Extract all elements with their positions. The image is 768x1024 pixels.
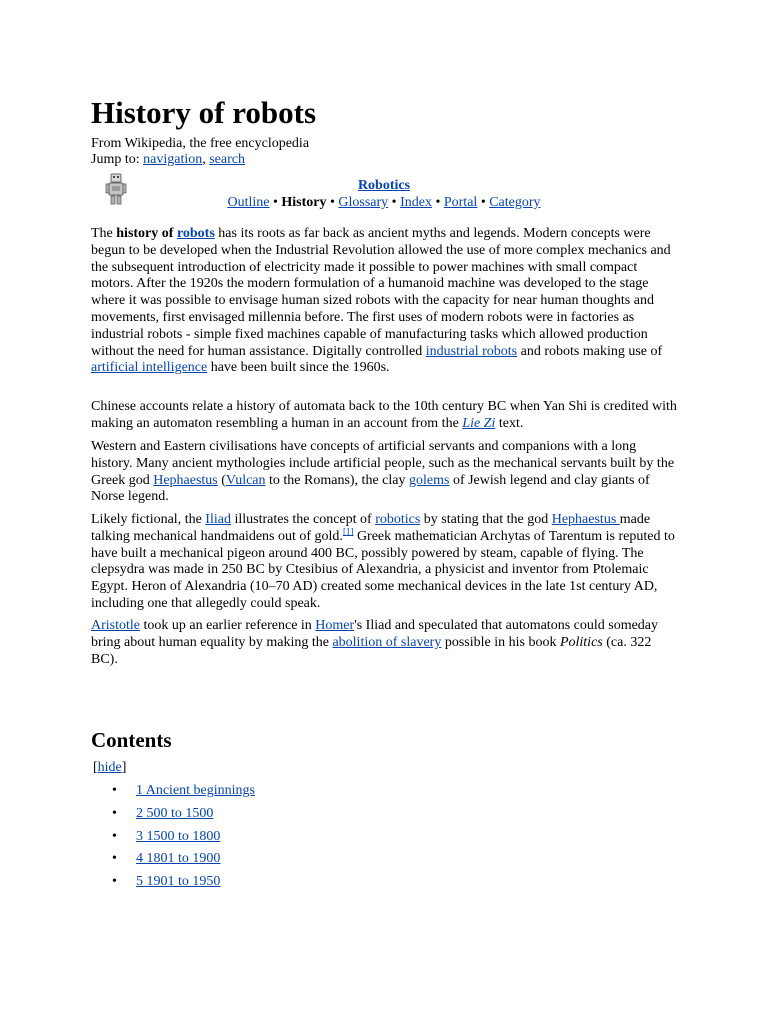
bold-text: history of <box>116 226 177 241</box>
text: (ca. 322 BC). <box>91 634 652 667</box>
bullet: • <box>112 851 117 867</box>
text: Likely fictional, the <box>91 512 206 527</box>
text: made talking mechanical handmaidens out of gold. <box>91 512 651 544</box>
italic-text: Politics <box>559 634 603 650</box>
navbox-outline-link[interactable]: Outline <box>227 195 270 210</box>
navbox-links <box>0 194 768 211</box>
text: have been built since the 1960s. <box>207 360 390 376</box>
paragraph-chinese <box>91 399 681 433</box>
bullet: • <box>112 783 117 798</box>
toc-item <box>112 871 255 894</box>
navbox-sep: • <box>326 195 339 210</box>
toc-link-ancient-beginnings[interactable]: 1 Ancient beginnings <box>136 783 255 798</box>
navbox-category-link[interactable]: Category <box>489 195 541 210</box>
bullet: • <box>112 874 117 890</box>
navbox-index-link[interactable]: Index <box>400 195 432 210</box>
paragraph-western <box>91 439 681 506</box>
text: has its roots as far back as ancient myths and legends. Modern concepts were begun to be developed when the Industrial Revolution allowed the use of more complex mechanics and the subsequent introduction of electricity made it possible to power machines with small compact motors. After the 1920s the modern formulation of a humanoid machine was developed to the stage where it was possible to envisage human sized robots with the capacity for near human thoughts and movements, first envisaged millennia before. The first uses of modern robots were in factories as industrial robots - simple fixed machines capable of manufacturing tasks which allowed production without the need for human assistance. Digitally controlled <box>91 226 671 359</box>
text: Western and Eastern civilisations have concepts of artificial servants and companions with a long history. Many ancient mythologies include artificial people, such as the mechanical servants built by the Greek god <box>91 439 675 488</box>
text: The <box>91 226 117 241</box>
text: Greek mathematician Archytas of Tarentum is reputed to have built a mechanical pigeon around 400 BC, possibly powered by steam, capable of flying. The clepsydra was made in 250 BC by Ctesibius of Alexandria, a physicist and inventor from Ptolemaic Egypt. Heron of Alexandria (10–70 AD) created some mechanical devices in the late 1st century AD, including one that allegedly could speak. <box>91 528 675 611</box>
toc-item <box>112 826 255 849</box>
toc-toggle <box>93 759 126 776</box>
homer-link[interactable]: Homer <box>315 618 355 633</box>
text: took up an earlier reference in <box>140 618 316 633</box>
iliad-link[interactable]: Iliad <box>205 512 231 527</box>
abolition-of-slavery-link[interactable]: abolition of slavery <box>332 634 442 650</box>
page-title: History of robots <box>91 95 317 130</box>
bracket: ] <box>121 760 127 775</box>
contents-heading: Contents <box>91 728 172 752</box>
artificial-intelligence-link[interactable]: artificial intelligence <box>91 360 208 376</box>
bracket: [ <box>93 760 98 775</box>
hephaestus-link[interactable]: Hephaestus <box>153 472 218 488</box>
robotics-link[interactable]: robotics <box>375 512 421 527</box>
navbox-glossary-link[interactable]: Glossary <box>338 195 389 210</box>
navbox-title <box>0 177 768 194</box>
navbox-history-current: History <box>281 195 327 210</box>
lie-zi-link[interactable]: Lie Zi <box>462 415 496 431</box>
industrial-robots-link[interactable]: industrial robots <box>425 343 518 359</box>
text: ( <box>217 472 226 488</box>
hephaestus-link-2[interactable]: Hephaestus <box>551 512 620 527</box>
bullet: • <box>112 828 117 844</box>
jump-navigation-link[interactable]: navigation <box>143 152 203 167</box>
text: illustrates the concept of <box>230 512 376 527</box>
toc-link-500-to-1500[interactable]: 2 500 to 1500 <box>136 805 214 821</box>
navbox-sep: • <box>269 195 282 210</box>
text: text. <box>495 415 524 431</box>
paragraph-iliad <box>91 512 681 613</box>
golems-link[interactable]: golems <box>408 472 450 488</box>
text: of Jewish legend and clay giants of Norse legend. <box>91 472 650 505</box>
jump-links <box>91 152 245 168</box>
paragraph-intro <box>91 226 681 377</box>
navbox-sep: • <box>431 195 444 210</box>
text: possible in his book <box>441 634 560 650</box>
toc-item <box>112 780 255 803</box>
toc-hide-link[interactable]: hide <box>97 760 122 775</box>
toc-link-1801-to-1900[interactable]: 4 1801 to 1900 <box>136 851 221 867</box>
toc-link-1901-to-1950[interactable]: 5 1901 to 1950 <box>136 874 221 890</box>
navbox-portal-link[interactable]: Portal <box>443 195 478 210</box>
jump-sep: , <box>202 152 210 167</box>
tagline: From Wikipedia, the free encyclopedia <box>91 136 310 151</box>
text: by stating that the god <box>420 512 552 527</box>
robots-link[interactable]: robots <box>176 226 215 241</box>
text: Chinese accounts relate a history of automata back to the 10th century BC when Yan Shi is credited with making an automaton resembling a human in an account from the <box>91 399 677 431</box>
navbox-sep: • <box>388 195 401 210</box>
table-of-contents <box>112 780 255 894</box>
paragraph-aristotle <box>91 618 681 668</box>
text: to the Romans), the clay <box>265 472 409 488</box>
toc-item <box>112 848 255 871</box>
navbox-sep: • <box>477 195 490 210</box>
reference-1-link[interactable]: [1] <box>342 526 354 537</box>
text: 's Iliad and speculated that automatons could someday bring about human equality by making the <box>91 618 659 650</box>
bullet: • <box>112 805 117 821</box>
text: and robots making use of <box>517 343 663 359</box>
jump-search-link[interactable]: search <box>209 152 245 167</box>
jump-prefix: Jump to: <box>91 152 144 167</box>
toc-link-1500-to-1800[interactable]: 3 1500 to 1800 <box>136 828 221 844</box>
toc-item <box>112 803 255 826</box>
aristotle-link[interactable]: Aristotle <box>91 618 140 633</box>
vulcan-link[interactable]: Vulcan <box>225 472 266 488</box>
navbox-robotics-link[interactable]: Robotics <box>357 178 411 193</box>
